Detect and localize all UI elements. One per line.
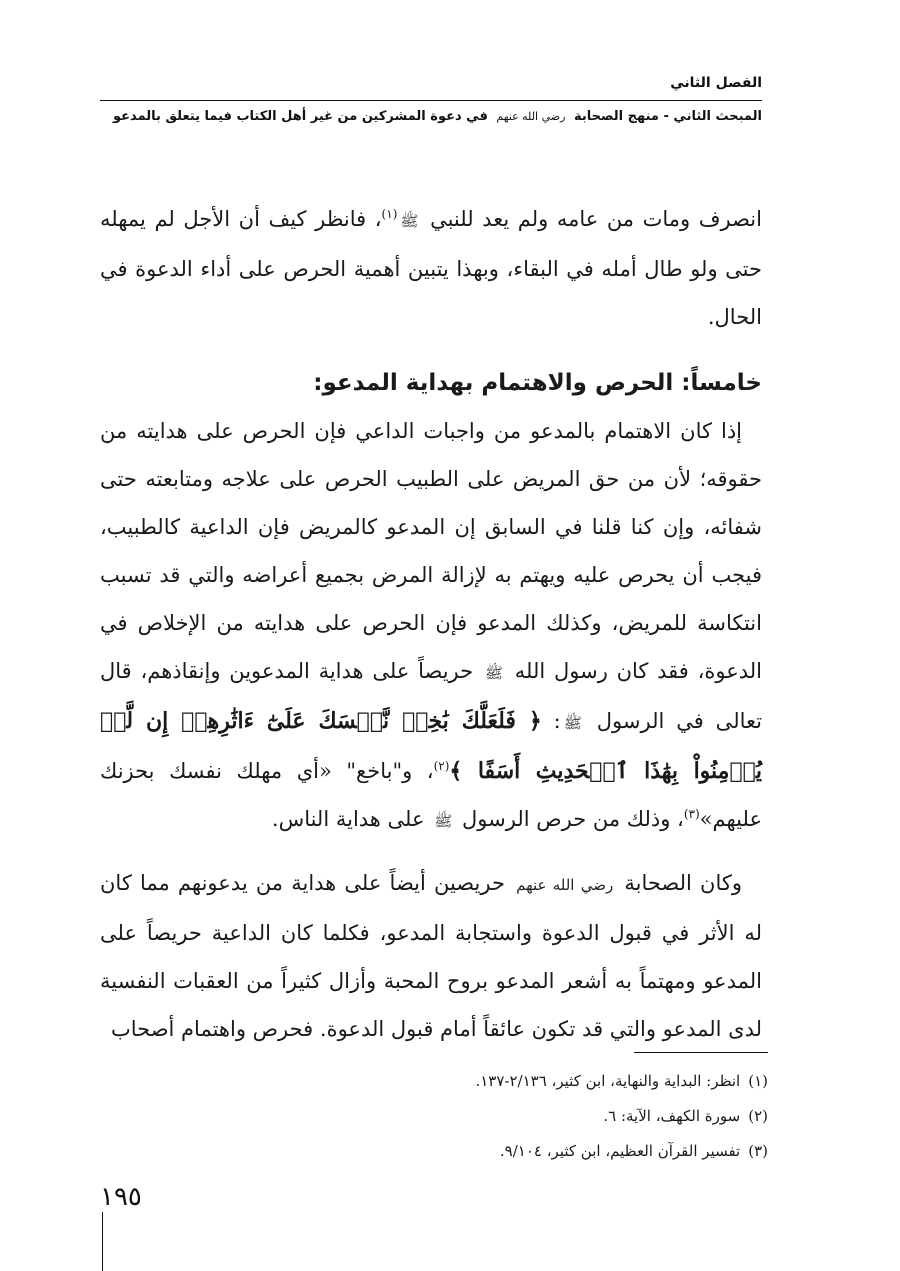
paragraph-text: ، وذلك من حرص الرسول bbox=[462, 807, 684, 831]
section-heading: خامساً: الحرص والاهتمام بهداية المدعو: bbox=[313, 370, 762, 396]
quran-verse: ﴿ فَلَعَلَّكَ بَٰخِعٞ نَّفۡسَكَ عَلَىٰٓ ءَاثَٰرِهِمۡ إِن لَّمۡ يُؤۡمِنُواْ بِهَٰذَا ٱلۡحَدِيثِ أَسَفًا ﴾ bbox=[100, 708, 762, 784]
paragraph-text: حريصاً على هداية المدعوين وإنقاذهم، قال تعالى في الرسول bbox=[100, 659, 762, 733]
header-rule bbox=[100, 100, 762, 101]
paragraph-text: وكان الصحابة bbox=[624, 871, 742, 895]
footnote-separator bbox=[634, 1052, 768, 1053]
chapter-title: الفصل الثاني bbox=[670, 75, 762, 91]
footnote-3 bbox=[100, 1134, 768, 1169]
footnote-2 bbox=[100, 1099, 768, 1134]
paragraph-text: حريصين أيضاً على هداية من يدعونهم مما كان له الأثر في قبول الدعوة واستجابة المدعو، فكلما كان الداعية حريصاً على المدعو ومهتماً به أشعر المدعو بروح المحبة وأزال كثيراً من العقبات النفسية لدى المدعو والتي قد تكون عائقاً أمام قبول الدعوة. فحرص واهتمام أصحاب bbox=[100, 871, 762, 1041]
paragraph-text: ، فانظر كيف أن الأجل لم يمهله حتى ولو طال أمله في البقاء، وبهذا يتبين أهمية الحرص على أداء الدعوة في الحال. bbox=[100, 207, 762, 329]
paragraph-2 bbox=[100, 407, 762, 845]
footnote-number: (٢) bbox=[748, 1107, 768, 1125]
footnote-number: (٣) bbox=[748, 1142, 768, 1160]
footnote-ref-2[interactable]: (٢) bbox=[433, 759, 450, 773]
salawat-ligature: ﷺ bbox=[434, 812, 453, 830]
paragraph-1 bbox=[100, 195, 762, 341]
footnote-text: سورة الكهف، الآية: ٦. bbox=[603, 1107, 741, 1125]
footnote-text: انظر: البداية والنهاية، ابن كثير، ٢/١٣٦-١٣٧. bbox=[475, 1072, 741, 1090]
footnote-1 bbox=[100, 1064, 768, 1099]
main-text bbox=[100, 195, 762, 1053]
footnote-ref-1[interactable]: (١) bbox=[381, 207, 398, 221]
footnote-ref-3[interactable]: (٣) bbox=[683, 807, 700, 821]
paragraph-text: إذا كان الاهتمام بالمدعو من واجبات الداعي فإن الحرص على هدايته من حقوقه؛ لأن من حق المريض على الطبيب الحرص على علاجه ومتابعته حتى شفائه، وإن كنا قلنا في السابق إن المدعو كالمريض فإن الداعية كالطبيب، فيجب أن يحرص عليه ويهتم به لإزالة المرض بجميع أعراضه والتي قد تسبب انتكاسة للمريض، وكذلك المدعو فإن الحرص على هدايته من الإخلاص في الدعوة، فقد كان رسول الله bbox=[100, 419, 763, 683]
section-title bbox=[100, 106, 762, 128]
page-number: ١٩٥ bbox=[100, 1182, 142, 1212]
section-title-part2: في دعوة المشركين من غير أهل الكتاب فيما يتعلق بالمدعو bbox=[113, 109, 488, 124]
running-header bbox=[100, 72, 762, 124]
paragraph-text: ، و"باخع" «أي مهلك نفسك بحزنك عليهم» bbox=[100, 759, 762, 831]
footnote-number: (١) bbox=[748, 1072, 768, 1090]
section-title-part1: المبحث الثاني - منهج الصحابة bbox=[573, 109, 762, 124]
paragraph-text: انصرف ومات من عامه ولم يعد للنبي bbox=[430, 207, 762, 231]
page-number-rule bbox=[102, 1212, 103, 1271]
honorific-ligature: رضي الله عنهم bbox=[516, 876, 614, 894]
paragraph-text: على هداية الناس. bbox=[271, 807, 425, 831]
honorific-sahabah: رضي الله عنهم bbox=[496, 110, 566, 123]
paragraph-3 bbox=[100, 859, 762, 1053]
salawat-ligature: ﷺ bbox=[400, 212, 419, 230]
footnote-text: تفسير القرآن العظيم، ابن كثير، ٩/١٠٤. bbox=[499, 1142, 741, 1160]
salawat-ligature: ﷺ bbox=[484, 664, 504, 682]
footnotes bbox=[100, 1064, 768, 1169]
salawat-ligature: ﷺ bbox=[563, 714, 582, 732]
paragraph-text: : bbox=[553, 709, 561, 733]
